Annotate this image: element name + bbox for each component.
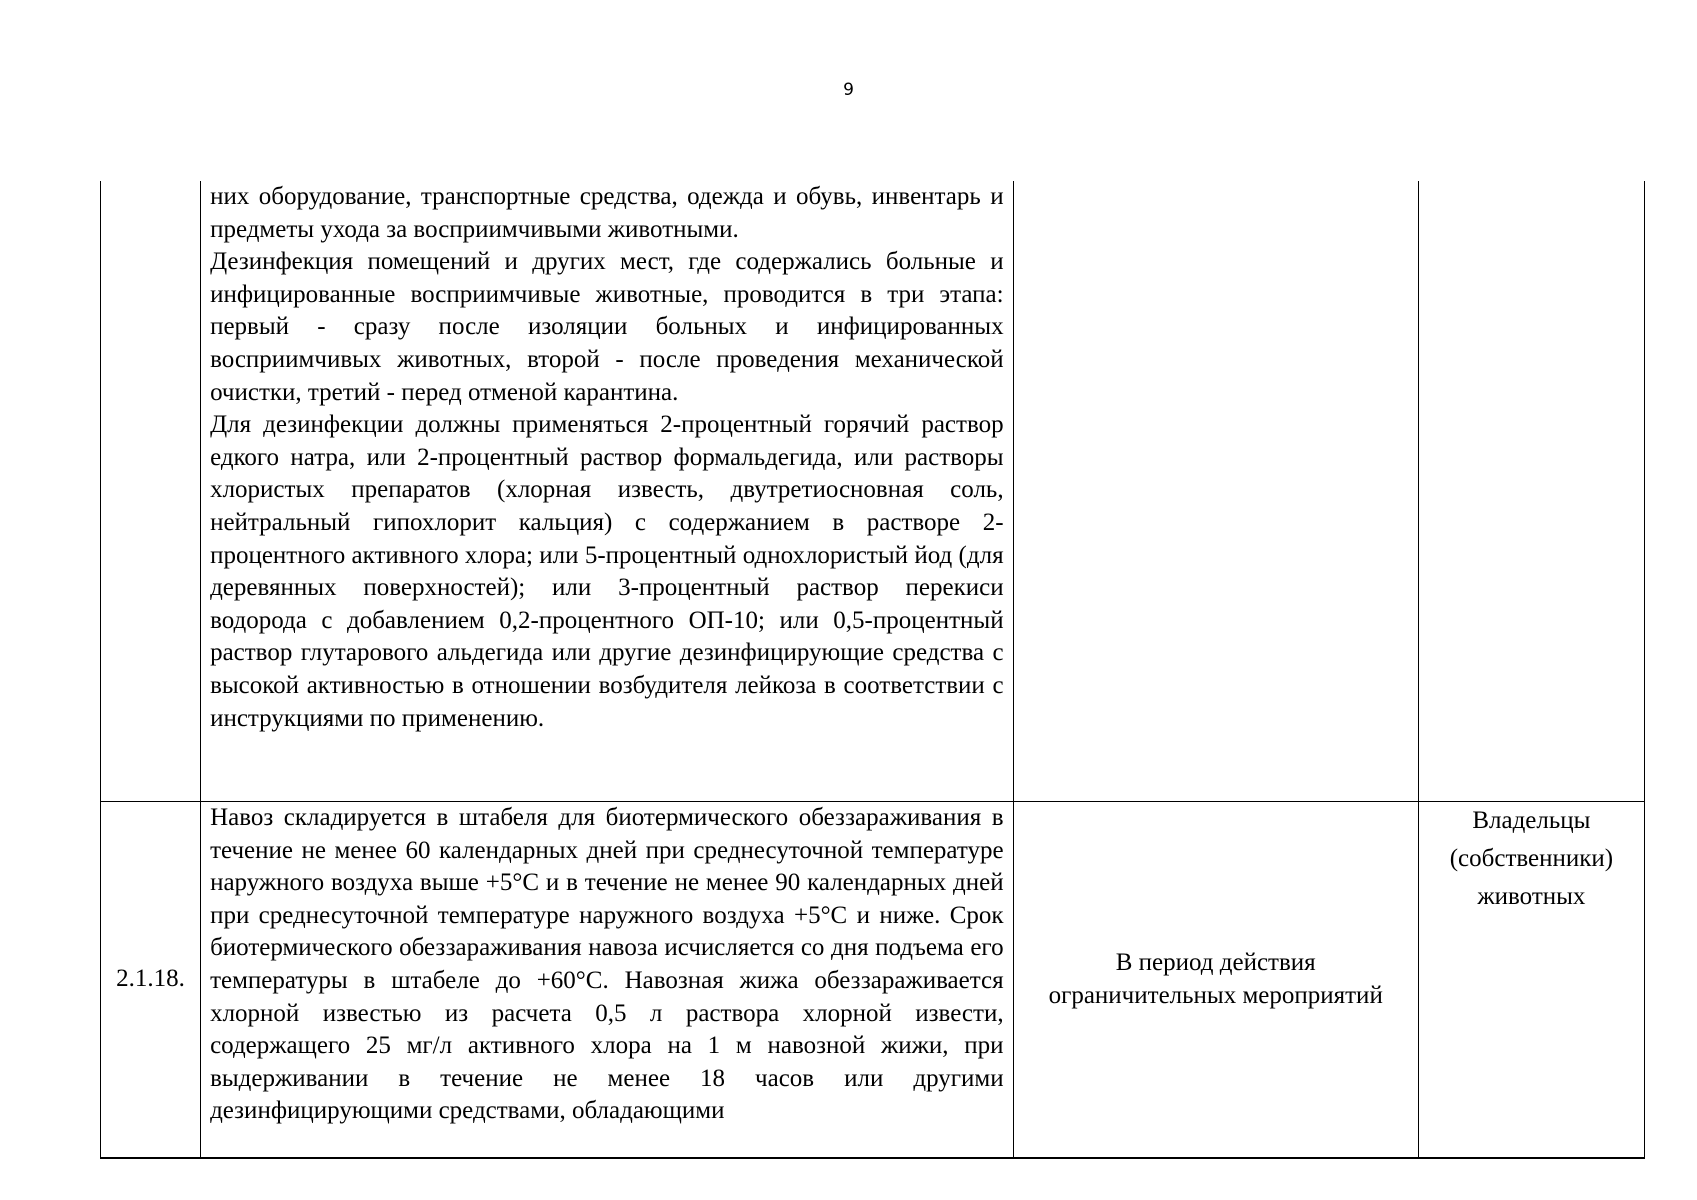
measure-description-cell: Навоз складируется в штабеля для биотермического обеззараживания в течение не менее 60 календарных дней при среднесуточной температуре наружного воздуха выше +5°С и в течение не менее 90 календарных дней при среднесуточной температуре наружного воздуха +5°С и ниже. Срок биотермического обеззараживания навоза исчисляется со дня подъема его температуры в штабеле до +60°С. Навозная жижа обеззараживается хлорной известью из расчета 0,5 л раствора хлорной извести, содержащего 25 мг/л активного хлора на 1 м навозной жижи, при выдерживании в течение не менее 18 часов или другими дезинфицирующими средствами, обладающими — [201, 802, 1014, 1159]
item-number-cell: 2.1.18. — [101, 802, 201, 1159]
table-row-continued — [101, 181, 1645, 802]
table-row-2-1-18 — [101, 802, 1645, 1159]
page-number: 9 — [843, 80, 854, 100]
measure-description-cell — [201, 181, 1014, 802]
responsible-cell — [1418, 181, 1644, 802]
description-paragraph-2: Дезинфекция помещений и других мест, где содержались больные и инфицированные восприимчивые животные, проводится в три этапа: первый - сразу после изоляции больных и инфицированных восприимчивых животных, второй - после проведения механической очистки, третий - перед отменой карантина. — [210, 248, 1004, 406]
description-paragraph-1: них оборудование, транспортные средства, одежда и обувь, инвентарь и предметы ухода за восприимчивыми животными. — [210, 183, 1004, 243]
period-cell: В период действия ограничительных мероприятий — [1013, 802, 1418, 1159]
description-paragraph-3: Для дезинфекции должны применяться 2-процентный горячий раствор едкого натра, или 2-процентный раствор формальдегида, или растворы хлористых препаратов (хлорная известь, двутретиосновная соль, нейтральный гипохлорит кальция) с содержанием в растворе 2-процентного активного хлора; или 5-процентный однохлористый йод (для деревянных поверхностей); или 3-процентный раствор перекиси водорода с добавлением 0,2-процентного ОП-10; или 0,5-процентный раствор глутарового альдегида или другие дезинфицирующие средства с высокой активностью в отношении возбудителя лейкоза в соответствии с инструкциями по применению. — [210, 411, 1004, 732]
responsible-cell: Владельцы (собственники) животных — [1418, 802, 1644, 1159]
item-number-cell — [101, 181, 201, 802]
measures-table — [100, 181, 1645, 1159]
period-cell — [1013, 181, 1418, 802]
